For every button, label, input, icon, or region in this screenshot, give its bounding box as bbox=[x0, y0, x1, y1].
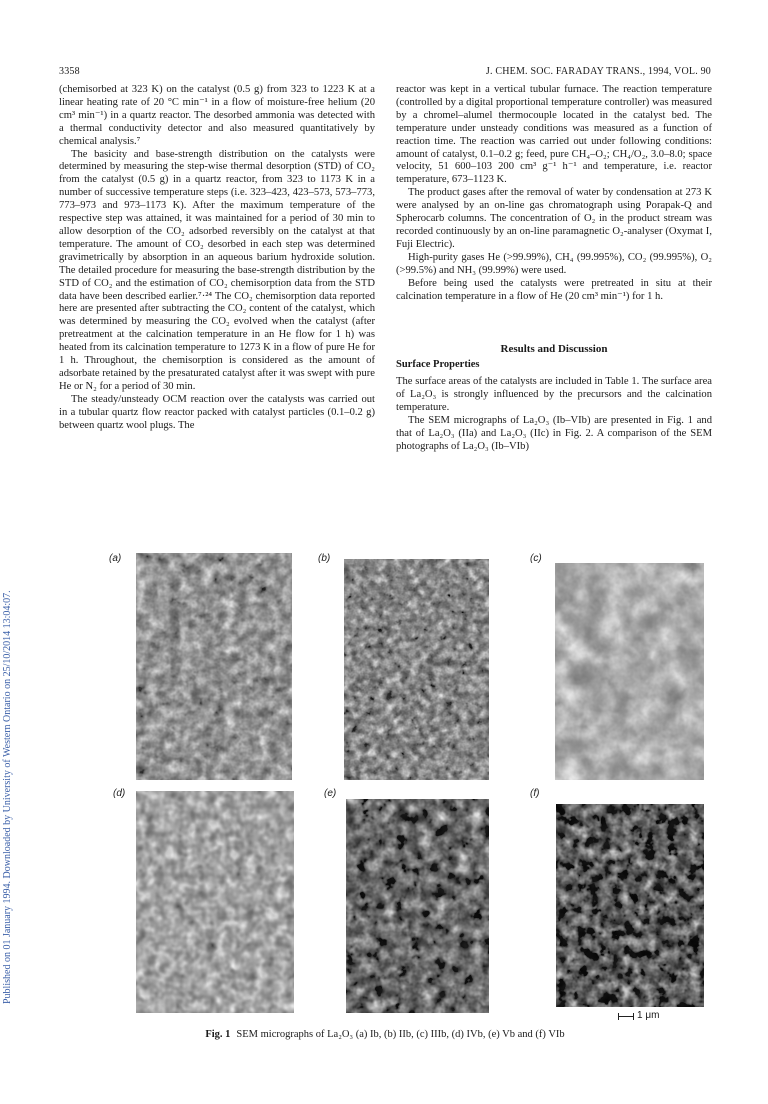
sem-micrograph-c bbox=[555, 563, 704, 780]
subsection-title: Surface Properties bbox=[396, 359, 480, 371]
right-column bbox=[396, 84, 712, 454]
panel-label-f: (f) bbox=[530, 788, 540, 799]
download-notice[interactable]: Published on 01 January 1994. Downloaded by University of Western Ontario on 25/10/2014 13:04:07. bbox=[2, 590, 13, 1004]
sem-micrograph-e bbox=[346, 799, 489, 1013]
sem-micrograph-f bbox=[556, 804, 704, 1007]
paragraph: The basicity and base-strength distribution on the catalysts were determined by measuring the step-wise thermal desorption (STD) of CO₂ from the catalyst (0.5 g) in a quartz reactor, from 323 to 1173 K in a number of successive temperature steps (i.e. 323–423, 423–573, 573–773, 773–973 and 973–1173 K). After the maximum temperature of the respective step was attained, it was maintained for a period of 30 min to allow desorption of the CO₂ adsorbed reversibly on the catalyst at that temperature. The amount of CO₂ desorbed in each step was determined gravimetrically by absorption in an aqueous barium hydroxide solution. The detailed procedure for measuring the base-strength distribution by the STD of CO₂ and the estimation of CO₂ chemisorption data from the STD data have been described earlier.⁷·²⁴ The CO₂ chemisorption data reported here are presented after subtracting the CO₂ content of the catalyst, which was determined by measuring the CO₂ evolved when the catalyst (after pretreatment at the calcination temperature in an He flow for 1 h) was heated from its calcination temperature to 1273 K in a flow of pure He for 1 h. Throughout, the chemisorption is considered as the amount of adsorbate retained by the presaturated catalyst after it was swept with pure He or N₂ for a period of 30 min. bbox=[59, 148, 375, 392]
paragraph: The surface areas of the catalysts are included in Table 1. The surface area of La₂O₃ is strongly influenced by the precursors and the calcination temperature. bbox=[396, 376, 712, 414]
paragraph: (chemisorbed at 323 K) on the catalyst (0.5 g) from 323 to 1223 K at a linear heating rate of 20 °C min⁻¹ in a flow of moisture-free helium (20 cm³ min⁻¹) in a quartz reactor. The desorbed ammonia was detected with a thermal conductivity detector and also measured quantitatively by chemical analysis.⁷ bbox=[59, 84, 375, 147]
paragraph: reactor was kept in a vertical tubular furnace. The reaction temperature (controlled by a digital proportional temperature controller) was measured by a chromel–alumel thermocouple located in the catalyst bed. The temperature under unsteady conditions was measured as a function of reaction time. The reaction was carried out under following conditions: amount of catalyst, 0.1–0.2 g; feed, pure CH₄–O₂; CH₄/O₂, 3.0–8.0; space velocity, 51 600–103 200 cm³ g⁻¹ h⁻¹ and temperature, i.e. reactor temperature, 673–1123 K. bbox=[396, 84, 712, 186]
sem-micrograph-a bbox=[136, 553, 292, 780]
panel-label-b: (b) bbox=[318, 553, 331, 564]
figure-caption-label: Fig. 1 bbox=[205, 1029, 231, 1040]
journal-citation: J. CHEM. SOC. FARADAY TRANS., 1994, VOL. 90 bbox=[485, 66, 711, 77]
paragraph: The product gases after the removal of water by condensation at 273 K were analysed by an on-line gas chromatograph using Porapak-Q and Spherocarb columns. The concentration of O₂ in the product stream was recorded continuously by an on-line paramagnetic O₂-analyser (Oxymat I, Fuji Electric). bbox=[396, 187, 712, 250]
figure-caption-text: SEM micrographs of La₂O₃ (a) Ib, (b) IIb, (c) IIIb, (d) IVb, (e) Vb and (f) VIb bbox=[236, 1029, 565, 1040]
section-title: Results and Discussion bbox=[500, 343, 608, 356]
left-column bbox=[59, 84, 375, 432]
paragraph: The steady/unsteady OCM reaction over the catalysts was carried out in a tubular quartz flow reactor packed with catalyst particles (0.1–0.2 g) between quartz wool plugs. The bbox=[59, 393, 375, 431]
panel-label-e: (e) bbox=[324, 788, 337, 799]
scale-bar bbox=[618, 1010, 688, 1024]
panel-label-a: (a) bbox=[109, 553, 122, 564]
paragraph: The SEM micrographs of La₂O₃ (Ib–VIb) are presented in Fig. 1 and that of La₂O₃ (IIa) and La₂O₃ (IIc) in Fig. 2. A comparison of the SEM photographs of La₂O₃ (Ib–VIb) bbox=[396, 414, 712, 452]
paragraph: Before being used the catalysts were pretreated in situ at their calcination temperature in a flow of He (20 cm³ min⁻¹) for 1 h. bbox=[396, 277, 712, 302]
panel-label-d: (d) bbox=[113, 788, 126, 799]
scale-bar-line bbox=[618, 1016, 634, 1017]
panel-label-c: (c) bbox=[530, 553, 542, 564]
paragraph: High-purity gases He (>99.99%), CH₄ (99.995%), CO₂ (99.995%), O₂ (>99.5%) and NH₃ (99.99%) were used. bbox=[396, 251, 712, 276]
sem-micrograph-d bbox=[136, 791, 294, 1013]
running-header bbox=[59, 66, 711, 80]
page-number: 3358 bbox=[59, 66, 80, 77]
scale-bar-label: 1 μm bbox=[637, 1010, 660, 1021]
figure-caption bbox=[59, 1029, 711, 1040]
sem-micrograph-b bbox=[344, 559, 489, 780]
